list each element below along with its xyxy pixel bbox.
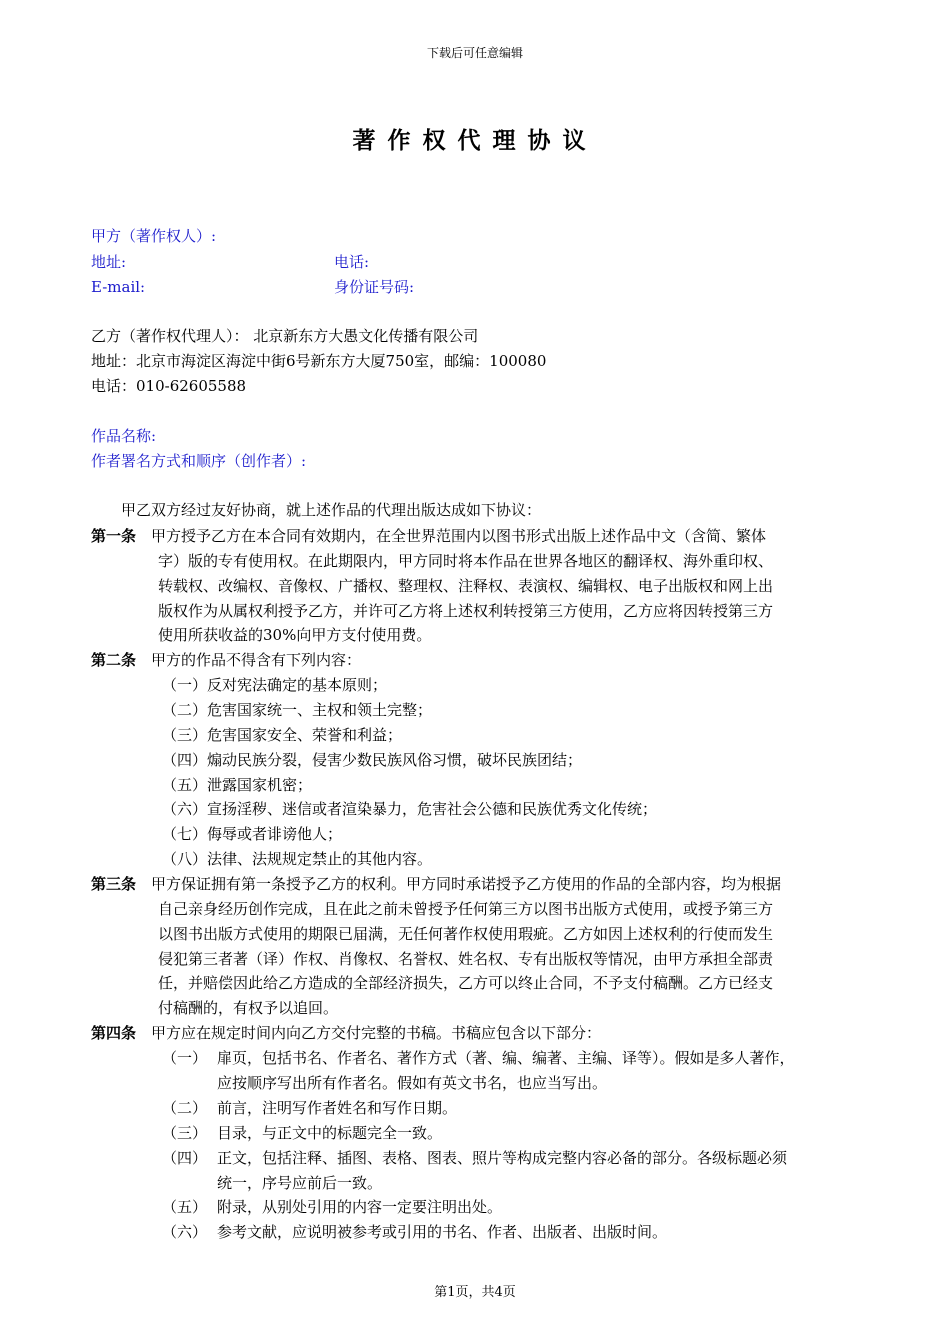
party-b-phone: 电话：010-62605588 — [91, 377, 247, 395]
party-a-address-label: 地址: — [91, 253, 127, 271]
party-a-phone-label: 电话: — [334, 253, 370, 271]
party-b-name: 乙方（著作权代理人）： 北京新东方大愚文化传播有限公司 — [91, 327, 479, 345]
intro-paragraph: 甲乙双方经过友好协商，就上述作品的代理出版达成如下协议： — [121, 501, 542, 519]
article-3-line: 甲方保证拥有第一条授予乙方的权利。甲方同时承诺授予乙方使用的作品的全部内容，均为根据 — [151, 875, 782, 893]
party-a-email-label: E-mail: — [91, 278, 146, 296]
article-4-item-number: （一） — [162, 1049, 208, 1067]
article-3-line: 任，并赔偿因此给乙方造成的全部经济损失，乙方可以终止合同，不予支付稿酬。乙方已经支 — [158, 974, 774, 992]
work-name-label: 作品名称: — [91, 427, 157, 445]
article-4-item-text: 目录，与正文中的标题完全一致。 — [217, 1124, 443, 1142]
article-4-item-text: 附录，从别处引用的内容一定要注明出处。 — [217, 1198, 503, 1216]
article-3-line: 以图书出版方式使用的期限已届满，无任何著作权使用瑕疵。乙方如因上述权利的行使而发生 — [158, 925, 774, 943]
article-2-lead: 甲方的作品不得含有下列内容： — [151, 651, 362, 669]
party-b-address: 地址：北京市海淀区海淀中街6号新东方大厦750室，邮编：100080 — [91, 352, 547, 370]
article-1-line: 转载权、改编权、音像权、广播权、整理权、注释权、表演权、编辑权、电子出版权和网上出 — [158, 577, 774, 595]
article-4-item-number: （四） — [162, 1149, 208, 1167]
article-2-item: （七）侮辱或者诽谤他人； — [162, 825, 343, 843]
article-4-item-text: 前言，注明写作者姓名和写作日期。 — [217, 1099, 458, 1117]
article-2-label: 第二条 — [91, 651, 137, 669]
article-4-label: 第四条 — [91, 1024, 137, 1042]
article-4-item-number: （二） — [162, 1099, 208, 1117]
article-2-item: （四）煽动民族分裂，侵害少数民族风俗习惯，破坏民族团结； — [162, 751, 583, 769]
article-2-item: （六）宣扬淫秽、迷信或者渲染暴力，危害社会公德和民族优秀文化传统； — [162, 800, 658, 818]
page-footer: 第1页，共4页 — [434, 1285, 516, 1300]
article-2-item: （一）反对宪法确定的基本原则； — [162, 676, 388, 694]
article-3-line: 侵犯第三者著（译）作权、肖像权、名誉权、姓名权、专有出版权等情况，由甲方承担全部责 — [158, 950, 774, 968]
article-3-label: 第三条 — [91, 875, 137, 893]
article-4-item-number: （五） — [162, 1198, 208, 1216]
article-4-item-text: 应按顺序写出所有作者名。假如有英文书名，也应当写出。 — [217, 1074, 608, 1092]
article-4-item-text: 参考文献，应说明被参考或引用的书名、作者、出版者、出版时间。 — [217, 1223, 668, 1241]
article-2-item: （三）危害国家安全、荣誉和利益； — [162, 726, 403, 744]
page-header: 下载后可任意编辑 — [426, 46, 523, 60]
document-title: 著作权代理协议 — [352, 127, 598, 154]
article-2-item: （五）泄露国家机密； — [162, 776, 313, 794]
article-4-item-number: （六） — [162, 1223, 208, 1241]
party-a-label: 甲方（著作权人）: — [91, 227, 217, 245]
article-1-line: 字）版的专有使用权。在此期限内，甲方同时将本作品在世界各地区的翻译权、海外重印权、 — [158, 552, 774, 570]
author-order-label: 作者署名方式和顺序（创作者）: — [91, 452, 307, 470]
party-a-id-label: 身份证号码: — [334, 278, 415, 296]
article-2-item: （二）危害国家统一、主权和领土完整； — [162, 701, 433, 719]
article-3-line: 付稿酬的，有权予以追回。 — [158, 999, 339, 1017]
article-1-label: 第一条 — [91, 527, 137, 545]
article-1-line: 甲方授予乙方在本合同有效期内，在全世界范围内以图书形式出版上述作品中文（含简、繁体 — [151, 527, 767, 545]
article-4-item-text: 正文，包括注释、插图、表格、图表、照片等构成完整内容必备的部分。各级标题必须 — [217, 1149, 788, 1167]
article-1-line: 版权作为从属权利授予乙方，并许可乙方将上述权利转授第三方使用，乙方应将因转授第三方 — [158, 602, 774, 620]
article-1-line: 使用所获收益的30%向甲方支付使用费。 — [158, 626, 432, 644]
article-4-item-text: 统一，序号应前后一致。 — [217, 1174, 383, 1192]
article-4-item-number: （三） — [162, 1124, 208, 1142]
article-4-lead: 甲方应在规定时间内向乙方交付完整的书稿。书稿应包含以下部分： — [151, 1024, 602, 1042]
article-3-line: 自己亲身经历创作完成，且在此之前未曾授予任何第三方以图书出版方式使用，或授予第三方 — [158, 900, 774, 918]
article-4-item-text: 扉页，包括书名、作者名、著作方式（著、编、编著、主编、译等）。假如是多人著作， — [217, 1049, 795, 1067]
article-2-item: （八）法律、法规规定禁止的其他内容。 — [162, 850, 433, 868]
